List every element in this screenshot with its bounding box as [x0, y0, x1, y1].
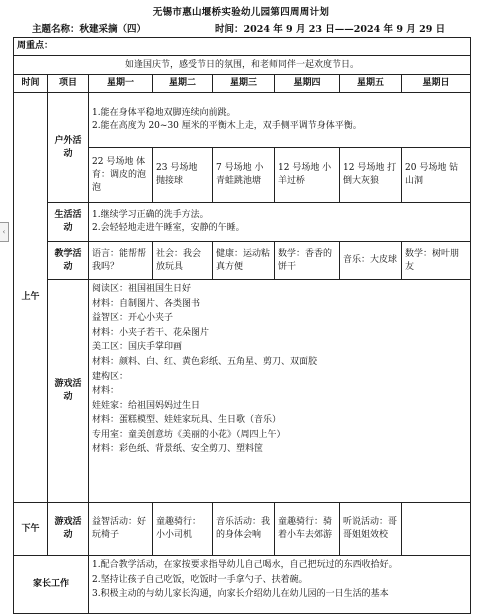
- afternoon-friday: 听说活动：哥哥姐姐效校: [340, 503, 402, 556]
- outdoor-goals: [89, 93, 471, 148]
- theme-name: 主题名称：秋建采摘（四）: [32, 24, 147, 35]
- game-row: [14, 280, 471, 503]
- morning-label: 上午: [14, 93, 48, 503]
- date-range: 时间：2024 年 9 月 23 日——2024 年 9 月 29 日: [215, 24, 446, 35]
- game-line: 专用室：童美创意坊《美丽的小花》（周四上午）: [92, 429, 286, 440]
- outdoor-goal-1: 1.能在身体平稳地双脚连续向前跳。: [92, 108, 236, 119]
- afternoon-monday: 益智活动：好玩椅子: [89, 503, 153, 556]
- header-wednesday: 星期三: [213, 75, 275, 93]
- game-line: 材料：自制图片、各类图书: [92, 298, 201, 309]
- teaching-tuesday: 社会：我会放玩具: [153, 242, 213, 280]
- game-line: 美工区：国庆手掌印画: [92, 342, 183, 353]
- teaching-wednesday: 健康：运动粘真方便: [213, 242, 275, 280]
- outdoor-monday: 22 号场地 体育：调皮的泡泡: [89, 148, 153, 203]
- parents-line-2: 2.坚持让孩子自己吃饭，吃饭时一手拿勺子、扶着碗。: [92, 574, 308, 585]
- outdoor-thursday: 12 号场地 小羊过桥: [275, 148, 340, 203]
- side-collapse-tab[interactable]: ‹: [0, 222, 9, 242]
- outdoor-sunday: 20 号场地 钻山洞: [402, 148, 471, 203]
- focus-label-row: [14, 38, 471, 56]
- life-row: [14, 203, 471, 242]
- outdoor-goals-row: [14, 93, 471, 148]
- game-details: [89, 280, 471, 503]
- game-line: 材料：小夹子若干、花朵图片: [92, 327, 210, 338]
- game-line: 阅读区：祖国祖国生日好: [92, 284, 192, 295]
- header-thursday: 星期四: [275, 75, 340, 93]
- game-line: 益智区：开心小夹子: [92, 313, 174, 324]
- afternoon-thursday: 童趣骑行：骑着小车去郊游: [275, 503, 340, 556]
- parents-label: 家长工作: [14, 556, 89, 614]
- game-line: 建构区：: [92, 371, 129, 382]
- focus-label: 周重点：: [14, 38, 471, 56]
- header-sunday: 星期日: [402, 75, 471, 93]
- header-item: 项目: [48, 75, 89, 93]
- teaching-sunday: 数学：树叶朋友: [402, 242, 471, 280]
- afternoon-wednesday: 音乐活动：我的身体会响: [213, 503, 275, 556]
- afternoon-game-label: 游戏活动: [48, 503, 89, 556]
- outdoor-tuesday: 23 号场地 抛接球: [153, 148, 213, 203]
- header-time: 时间: [14, 75, 48, 93]
- afternoon-tuesday: 童趣骑行：小小司机: [153, 503, 213, 556]
- header-row: [14, 75, 471, 93]
- game-line: 材料：彩色纸、背景纸、安全剪刀、塑料筐: [92, 444, 264, 455]
- teaching-label: 教学活动: [48, 242, 89, 280]
- afternoon-row: [14, 503, 471, 556]
- life-goals: [89, 203, 471, 242]
- teaching-thursday: 数学：香香的饼干: [275, 242, 340, 280]
- outdoor-friday: 12 号场地 打倒大灰狼: [340, 148, 402, 203]
- parents-row: [14, 556, 471, 614]
- afternoon-sunday: [402, 503, 471, 556]
- focus-text: 如逢国庆节，感受节日的氛围，和老师同伴一起欢度节日。: [14, 56, 471, 75]
- life-label: 生活活动: [48, 203, 89, 242]
- game-label: 游戏活动: [48, 280, 89, 503]
- document-title: 无锡市惠山堰桥实验幼儿园第四周周计划: [152, 7, 330, 18]
- game-line: 娃娃家：给祖国妈妈过生日: [92, 400, 201, 411]
- header-tuesday: 星期二: [153, 75, 213, 93]
- parents-line-1: 1.配合教学活动，在家按要求指导幼儿自己喝水，自己把玩过的东西收拾好。: [92, 560, 398, 571]
- outdoor-goal-2: 2.能在高度为 20~30 厘米的平衡木上走，双手侧平调节身体平衡。: [92, 121, 362, 132]
- outdoor-wednesday: 7 号场地 小青蛙跳池塘: [213, 148, 275, 203]
- teaching-friday: 音乐：大皮球: [340, 242, 402, 280]
- life-goal-1: 1.继续学习正确的洗手方法。: [92, 210, 209, 221]
- game-line: 材料：蛋糕模型、娃娃家玩具、生日歌（音乐）: [92, 415, 282, 426]
- game-line: 材料：颜料、白、红、黄色彩纸、五角星、剪刀、双面胶: [92, 356, 318, 367]
- parents-line-3: 3.积极主动的与幼儿家长沟通，向家长介绍幼儿在幼儿园的一日生活的基本: [92, 589, 389, 600]
- game-line: 材料：: [92, 386, 120, 397]
- parents-notes: [89, 556, 471, 614]
- life-goal-2: 2.会轻轻地走进午睡室，安静的午睡。: [92, 223, 245, 234]
- outdoor-label: 户外活动: [48, 93, 89, 203]
- afternoon-label: 下午: [14, 503, 48, 556]
- teaching-row: [14, 242, 471, 280]
- header-friday: 星期五: [340, 75, 402, 93]
- teaching-monday: 语言：能帮帮我吗？: [89, 242, 153, 280]
- weekly-plan-table: [13, 37, 471, 614]
- focus-text-row: [14, 56, 471, 75]
- header-monday: 星期一: [89, 75, 153, 93]
